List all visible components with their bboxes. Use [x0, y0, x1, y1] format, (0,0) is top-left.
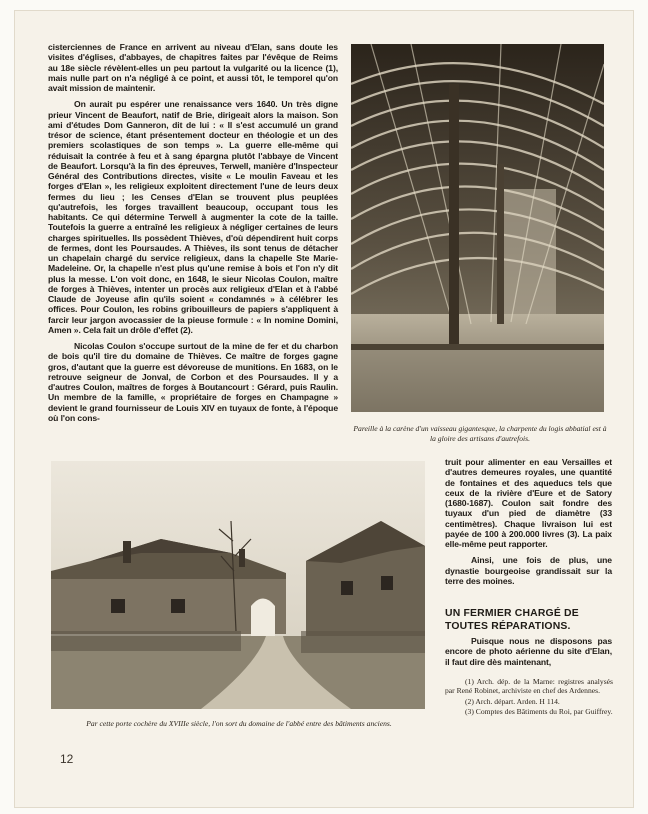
paragraph: cisterciennes de France en arrivent au niveau d'Elan, sans doute les visites d'églises, d'abbayes, de chapitres faites par l'évêque de Reims au 18e siècle révèlent-elles un peu partout la vulgarité ou la licence (1), mais nulle part on n'a négligé à ce point, et aussi tôt, le temporel qu'on avait mission de maintenir. [48, 42, 338, 93]
footnote: (3) Comptes des Bâtiments du Roi, par Guiffrey. [465, 706, 613, 716]
page-number: 12 [60, 752, 74, 766]
attic-photo-illustration [351, 44, 604, 412]
attic-roof-framework-photo [351, 44, 604, 412]
paragraph: Puisque nous ne disposons pas encore de photo aérienne du site d'Elan, il faut dire dès maintenant, [445, 636, 612, 667]
gate-photo-caption: Par cette porte cochère du XVIIIe siècle, l'on sort du domaine de l'abbé entre des bâtiments anciens. [86, 719, 392, 728]
gate-photo-illustration [51, 461, 425, 709]
right-text-column-continued [445, 636, 612, 673]
paragraph: On aurait pu espérer une renaissance vers 1640. Un très digne prieur Vincent de Beaufort, natif de Brie, dirigeait alors la maison. Son ami d'études Dom Ganneron, dit de lui : « Il s'est accumulé un grand trésor de science, étant présentement docteur en théologie et un des premiers scolastiques de son temps ». La guerre elle-même qui réduisait la contrée à feu et à sang épargna plutôt l'abbaye de Vincent de Beaufort. Lorsqu'à la fin des épreuves, Terwell, manière d'Inspecteur Général des Contributions directes, visite « Le moulin Faveau et les forges d'Elan », les religieux exploitent directement l'une de leurs deux fermes du lieu ; les Censes d'Elan se trouvent plus peuplées qu'autrefois, les forges travaillent beaucoup, occupant tous les habitants. Ce qui détermine Terwell à augmenter la cote de la taille. Toutefois la guerre a entraîné les religieux à négliger certaines de leurs charges spirituelles. Ils possèdent Thièves, d'où dépendirent huit corps de fermes, dont les Poursaudes. A Thièves, ils sont tenus de détacher un chapelain chargé du service religieux, dans la chapelle Ste Marie-Madeleine. Or, la chapelle n'est plus qu'une remise à bois et l'on n'y dit plus la messe. L'on voit donc, en 1648, le sieur Nicolas Coulon, maître de forges à Thièves, intenter un procès aux religieux d'Elan et à l'abbé Claude de Joyeuse afin qu'ils soient « condamnés » à célébrer les offices. Pour Coulon, les robins gribouilleurs de papiers s'appliquent à farcir leur jargon avocassier de la pieuse formule : « In nomine Domini, Amen ». Cela fait un drôle d'effet (2). [48, 99, 338, 335]
footnote: (2) Arch. départ. Arden. H 114. [465, 696, 560, 706]
paragraph: Ainsi, une fois de plus, une dynastie bourgeoise grandissait sur la terre des moines. [445, 555, 612, 586]
attic-photo-caption: Pareille à la carène d'un vaisseau gigantesque, la charpente du logis abbatial est à la gloire des artisans d'autrefois. [353, 424, 607, 443]
right-text-column [445, 457, 612, 592]
footnotes [445, 677, 613, 717]
left-text-column [48, 42, 338, 429]
section-heading: UN FERMIER CHARGÉ DE TOUTES RÉPARATIONS. [445, 608, 579, 632]
paragraph: truit pour alimenter en eau Versailles et d'autres demeures royales, une quantité de fontaines et des aqueducs tels que ceux de la rivière d'Eure et de Satory (1680-1687). Coulon sait fondre des tuyaux d'un pied de diamètre (33 centimètres). Chaque livraison lui est payée de 100 à 200.000 livres (3). La paix elle-même peut rapporter. [445, 457, 612, 549]
paragraph: Nicolas Coulon s'occupe surtout de la mine de fer et du charbon de bois qu'il tire du domaine de Thièves. Ce maître de forges gagne gros, d'autant que la guerre est dévoreuse de munitions. En 1683, on le retrouve seigneur de Jonval, de Corbon et des Poursaudes. Il y a d'autres Coulon, maîtres de forges à Boutancourt : Gérard, puis Raulin. Un membre de la famille, « propriétaire de forges en Champagne » devient le grand fournisseur de Louis XIV en tuyaux de fonte, à l'époque où l'on cons- [48, 341, 338, 423]
footnote: (1) Arch. dép. de la Marne: registres analysés par René Robinet, archiviste en chef des Ardennes. [445, 677, 613, 696]
carriage-gate-photo [51, 461, 425, 709]
